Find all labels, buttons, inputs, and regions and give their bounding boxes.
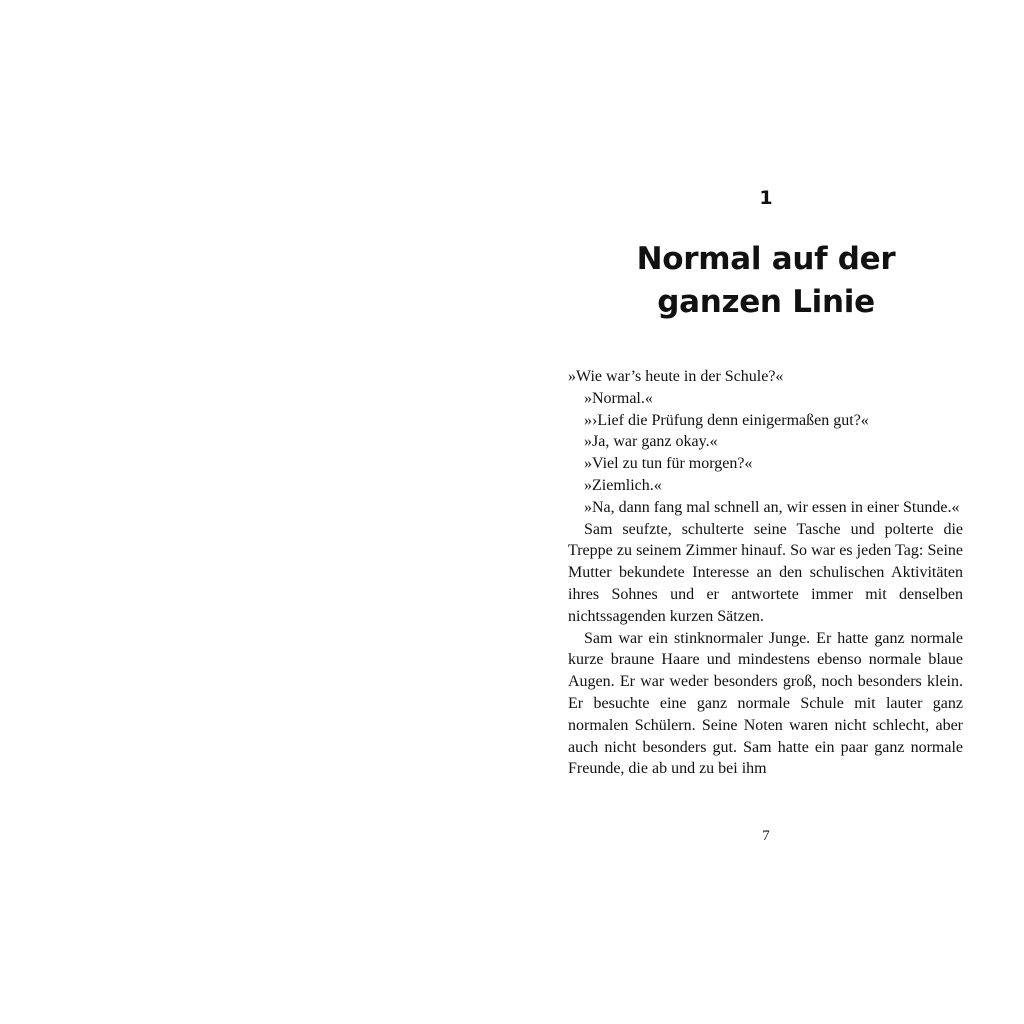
chapter-title — [568, 238, 964, 324]
chapter-title-line-1: Normal auf der — [636, 241, 896, 277]
right-page — [512, 0, 1024, 1024]
paragraph: »Normal.« — [584, 389, 653, 407]
page-number: 7 — [762, 828, 770, 844]
chapter-number: 1 — [759, 187, 773, 209]
paragraph: »Na, dann fang mal schnell an, wir essen in einer Stunde.« — [584, 498, 960, 516]
paragraph: »Viel zu tun für morgen?« — [584, 455, 753, 473]
paragraph: »Ziemlich.« — [584, 476, 662, 494]
paragraph: Sam war ein stinknormaler Junge. Er hatte ganz normale kurze braune Haare und mindestens ebenso normale blaue Augen. Er war weder besonders groß, noch besonders klein. Er besuchte eine ganz normale Schule mit lauter ganz normalen Schülern. Seine Noten waren nicht schlecht, aber auch nicht besonders gut. Sam hatte ein paar ganz normale Freunde, die ab und zu bei ihm — [568, 629, 963, 778]
body-text — [568, 366, 963, 780]
paragraph: Sam seufzte, schulterte seine Tasche und polterte die Treppe zu seinem Zimmer hinauf. So war es jeden Tag: Seine Mutter bekundete Interesse an den schulischen Aktivitäten ihres Sohnes und er antwortete immer mit denselben nichtssagenden kurzen Sätzen. — [568, 520, 963, 625]
paragraph: »Wie war’s heute in der Schule?« — [568, 368, 784, 385]
paragraph: »Ja, war ganz okay.« — [584, 433, 718, 451]
paragraph: »›Lief die Prüfung denn einigermaßen gut?« — [584, 411, 869, 429]
chapter-title-line-2: ganzen Linie — [657, 284, 875, 320]
